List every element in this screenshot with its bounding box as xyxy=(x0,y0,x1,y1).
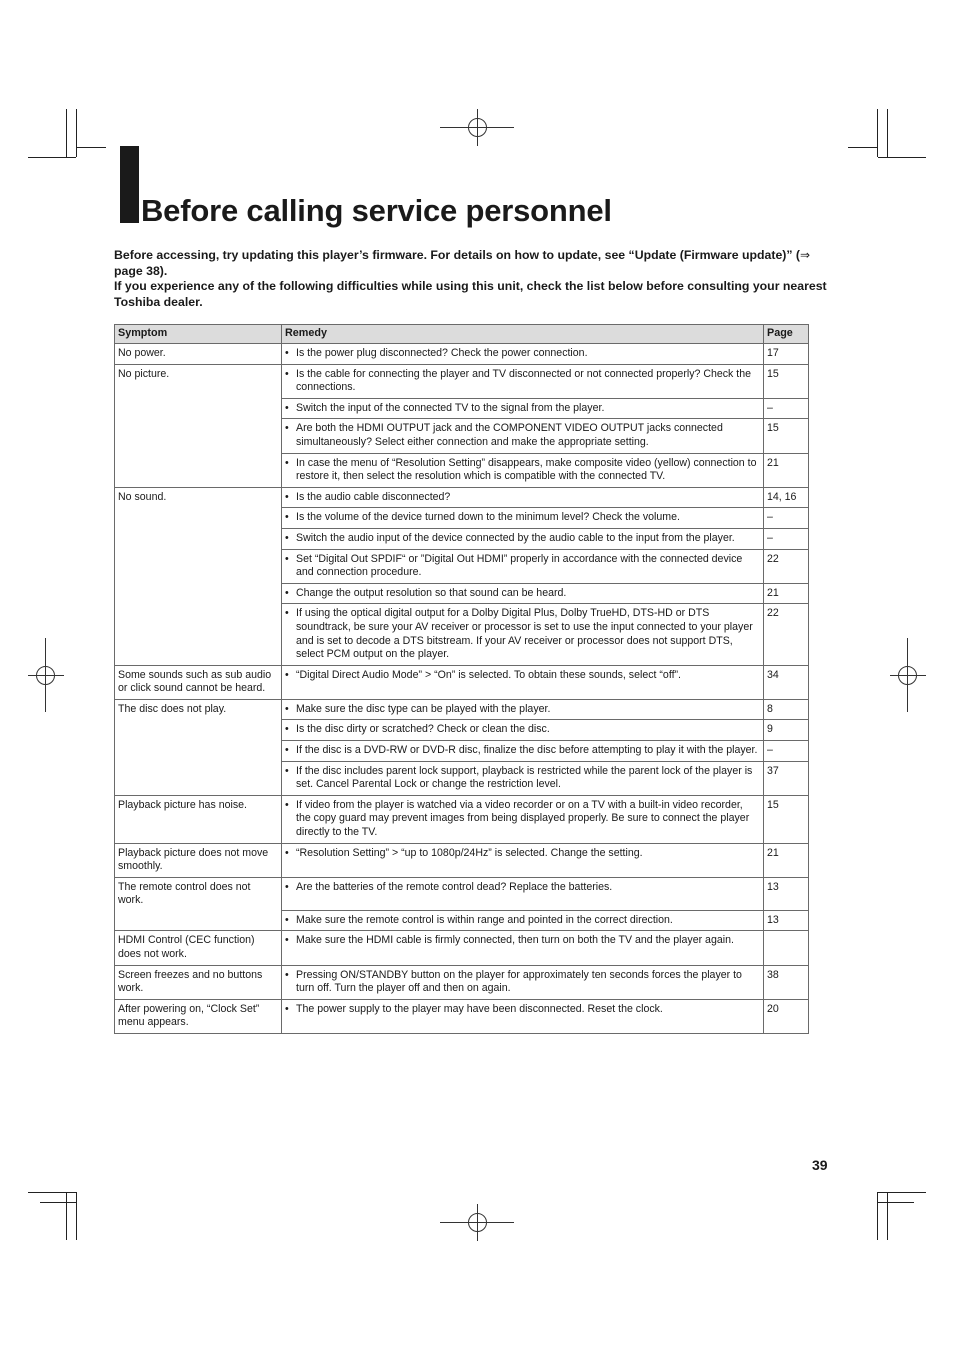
page-cell: 22 xyxy=(764,549,809,583)
symptom-cell: The disc does not play. xyxy=(115,699,282,795)
crop-mark xyxy=(28,157,76,158)
remedy-text: • Make sure the disc type can be played with the player. xyxy=(285,703,760,717)
symptom-cell: No picture. xyxy=(115,364,282,487)
remedy-cell xyxy=(282,965,764,999)
crop-mark xyxy=(878,157,926,158)
crop-mark xyxy=(66,1192,67,1240)
registration-mark xyxy=(36,666,55,685)
remedy-text: • Make sure the remote control is within range and pointed in the correct direction. xyxy=(285,914,760,928)
remedy-cell xyxy=(282,877,764,910)
intro-firmware-page: page 38). xyxy=(114,263,168,278)
remedy-cell xyxy=(282,720,764,741)
symptom-cell: After powering on, “Clock Set” menu appears. xyxy=(115,999,282,1033)
crop-mark xyxy=(848,147,878,148)
remedy-cell xyxy=(282,665,764,699)
registration-mark xyxy=(468,1213,487,1232)
page-cell: 13 xyxy=(764,910,809,931)
page-cell: 37 xyxy=(764,761,809,795)
remedy-cell xyxy=(282,344,764,365)
table-row xyxy=(115,843,809,877)
title-bar-accent xyxy=(120,146,139,223)
header-remedy: Remedy xyxy=(282,325,764,344)
page-cell: 34 xyxy=(764,665,809,699)
remedy-cell xyxy=(282,699,764,720)
page-cell: 22 xyxy=(764,604,809,665)
page-cell: – xyxy=(764,528,809,549)
remedy-cell xyxy=(282,549,764,583)
crop-mark xyxy=(887,1192,888,1240)
remedy-text: • Is the audio cable disconnected? xyxy=(285,491,760,505)
remedy-text: • If video from the player is watched via a video recorder or on a TV with a built-in video recorder, the copy guard may prevent images from being displayed properly. Be sure to connect the player directly to the TV. xyxy=(285,799,760,840)
remedy-cell xyxy=(282,508,764,529)
remedy-cell xyxy=(282,931,764,965)
table-row xyxy=(115,795,809,843)
page-cell: 9 xyxy=(764,720,809,741)
remedy-text: • Is the volume of the device turned down to the minimum level? Check the volume. xyxy=(285,511,760,525)
symptom-cell: The remote control does not work. xyxy=(115,877,282,931)
remedy-cell xyxy=(282,843,764,877)
remedy-text: • Is the disc dirty or scratched? Check or clean the disc. xyxy=(285,723,760,737)
header-symptom: Symptom xyxy=(115,325,282,344)
table-row xyxy=(115,665,809,699)
page-cell: – xyxy=(764,741,809,762)
symptom-cell: Some sounds such as sub audio or click sound cannot be heard. xyxy=(115,665,282,699)
intro-troubleshoot-note: If you experience any of the following difficulties while using this unit, check the list below before consulting your nearest Toshiba dealer. xyxy=(114,279,827,309)
intro-text xyxy=(114,248,830,310)
page-cell: 13 xyxy=(764,877,809,910)
intro-firmware-note xyxy=(114,248,830,279)
crop-mark xyxy=(878,1192,926,1193)
remedy-cell xyxy=(282,741,764,762)
remedy-text: • Is the power plug disconnected? Check the power connection. xyxy=(285,347,760,361)
table-row xyxy=(115,364,809,398)
remedy-cell xyxy=(282,419,764,453)
page-cell: – xyxy=(764,508,809,529)
page-reference-arrow-icon: ⇒ xyxy=(800,248,811,262)
page-number: 39 xyxy=(812,1157,828,1173)
remedy-cell xyxy=(282,487,764,508)
remedy-cell xyxy=(282,910,764,931)
remedy-cell xyxy=(282,604,764,665)
crop-mark xyxy=(66,109,67,157)
remedy-cell xyxy=(282,761,764,795)
remedy-text: • Set “Digital Out SPDIF“ or ”Digital Out HDMI” properly in accordance with the connected device and connection procedure. xyxy=(285,553,760,580)
remedy-cell xyxy=(282,999,764,1033)
table-row xyxy=(115,699,809,720)
remedy-text: • “Digital Direct Audio Mode” > “On” is selected. To obtain these sounds, select “off”. xyxy=(285,669,760,683)
symptom-cell: Playback picture does not move smoothly. xyxy=(115,843,282,877)
intro-firmware-text: Before accessing, try updating this player’s firmware. For details on how to update, see “Update (Firmware update)” ( xyxy=(114,248,801,262)
remedy-text: • Change the output resolution so that sound can be heard. xyxy=(285,587,760,601)
crop-mark xyxy=(877,109,878,157)
page-cell: 38 xyxy=(764,965,809,999)
table-row xyxy=(115,965,809,999)
remedy-cell xyxy=(282,398,764,419)
registration-mark xyxy=(898,666,917,685)
page-cell: 21 xyxy=(764,453,809,487)
page-cell: 17 xyxy=(764,344,809,365)
remedy-text: • Switch the audio input of the device connected by the audio cable to the input from the player. xyxy=(285,532,760,546)
table-row xyxy=(115,931,809,965)
page-title: Before calling service personnel xyxy=(141,193,612,228)
page-cell xyxy=(764,931,809,965)
page-cell: 21 xyxy=(764,843,809,877)
symptom-cell: Screen freezes and no buttons work. xyxy=(115,965,282,999)
remedy-text: • In case the menu of “Resolution Setting” disappears, make composite video (yellow) connection to restore it, then select the resolution which is compatible with the connected TV. xyxy=(285,457,760,484)
page-cell: 14, 16 xyxy=(764,487,809,508)
symptom-cell: No power. xyxy=(115,344,282,365)
remedy-text: • If the disc is a DVD-RW or DVD-R disc, finalize the disc before attempting to play it with the player. xyxy=(285,744,760,758)
symptom-cell: No sound. xyxy=(115,487,282,665)
symptom-cell: HDMI Control (CEC function) does not work. xyxy=(115,931,282,965)
table-row xyxy=(115,344,809,365)
remedy-text: • “Resolution Setting” > “up to 1080p/24Hz” is selected. Change the setting. xyxy=(285,847,760,861)
remedy-text: • Is the cable for connecting the player and TV disconnected or not connected properly? Check the connections. xyxy=(285,368,760,395)
table-row xyxy=(115,487,809,508)
registration-mark xyxy=(468,118,487,137)
crop-mark xyxy=(76,1192,77,1240)
remedy-cell xyxy=(282,795,764,843)
page-cell: 15 xyxy=(764,795,809,843)
page-cell: 21 xyxy=(764,583,809,604)
remedy-cell xyxy=(282,583,764,604)
remedy-text: • Make sure the HDMI cable is firmly connected, then turn on both the TV and the player again. xyxy=(285,934,760,948)
crop-mark xyxy=(878,1202,914,1203)
troubleshooting-table xyxy=(114,324,809,1034)
remedy-text: • Are both the HDMI OUTPUT jack and the COMPONENT VIDEO OUTPUT jacks connected simultaneously? Select either connection and make the appropriate setting. xyxy=(285,422,760,449)
crop-mark xyxy=(887,109,888,157)
remedy-text: • If using the optical digital output for a Dolby Digital Plus, Dolby TrueHD, DTS-HD or DTS soundtrack, be sure your AV receiver or processor is set to use the input connected to your player and is set to decode a DTS bitstream. If your AV receiver or processor does not support DTS, select PCM output on the player. xyxy=(285,607,760,661)
remedy-cell xyxy=(282,364,764,398)
remedy-cell xyxy=(282,453,764,487)
crop-mark xyxy=(40,1202,76,1203)
crop-mark xyxy=(76,109,77,157)
page-cell: – xyxy=(764,398,809,419)
remedy-text: • Are the batteries of the remote control dead? Replace the batteries. xyxy=(285,881,760,895)
page-cell: 8 xyxy=(764,699,809,720)
table-header-row xyxy=(115,325,809,344)
symptom-cell: Playback picture has noise. xyxy=(115,795,282,843)
page-cell: 20 xyxy=(764,999,809,1033)
table-row xyxy=(115,999,809,1033)
header-page: Page xyxy=(764,325,809,344)
remedy-text: • The power supply to the player may have been disconnected. Reset the clock. xyxy=(285,1003,760,1017)
table-row xyxy=(115,877,809,910)
remedy-text: • Pressing ON/STANDBY button on the player for approximately ten seconds forces the player to turn off. Turn the player off and then on again. xyxy=(285,969,760,996)
remedy-cell xyxy=(282,528,764,549)
crop-mark xyxy=(76,147,106,148)
page-cell: 15 xyxy=(764,364,809,398)
crop-mark xyxy=(877,1192,878,1240)
crop-mark xyxy=(28,1192,76,1193)
remedy-text: • Switch the input of the connected TV to the signal from the player. xyxy=(285,402,760,416)
remedy-text: • If the disc includes parent lock support, playback is restricted while the parent lock of the player is set. Cancel Parental Lock or change the restriction level. xyxy=(285,765,760,792)
page-cell: 15 xyxy=(764,419,809,453)
